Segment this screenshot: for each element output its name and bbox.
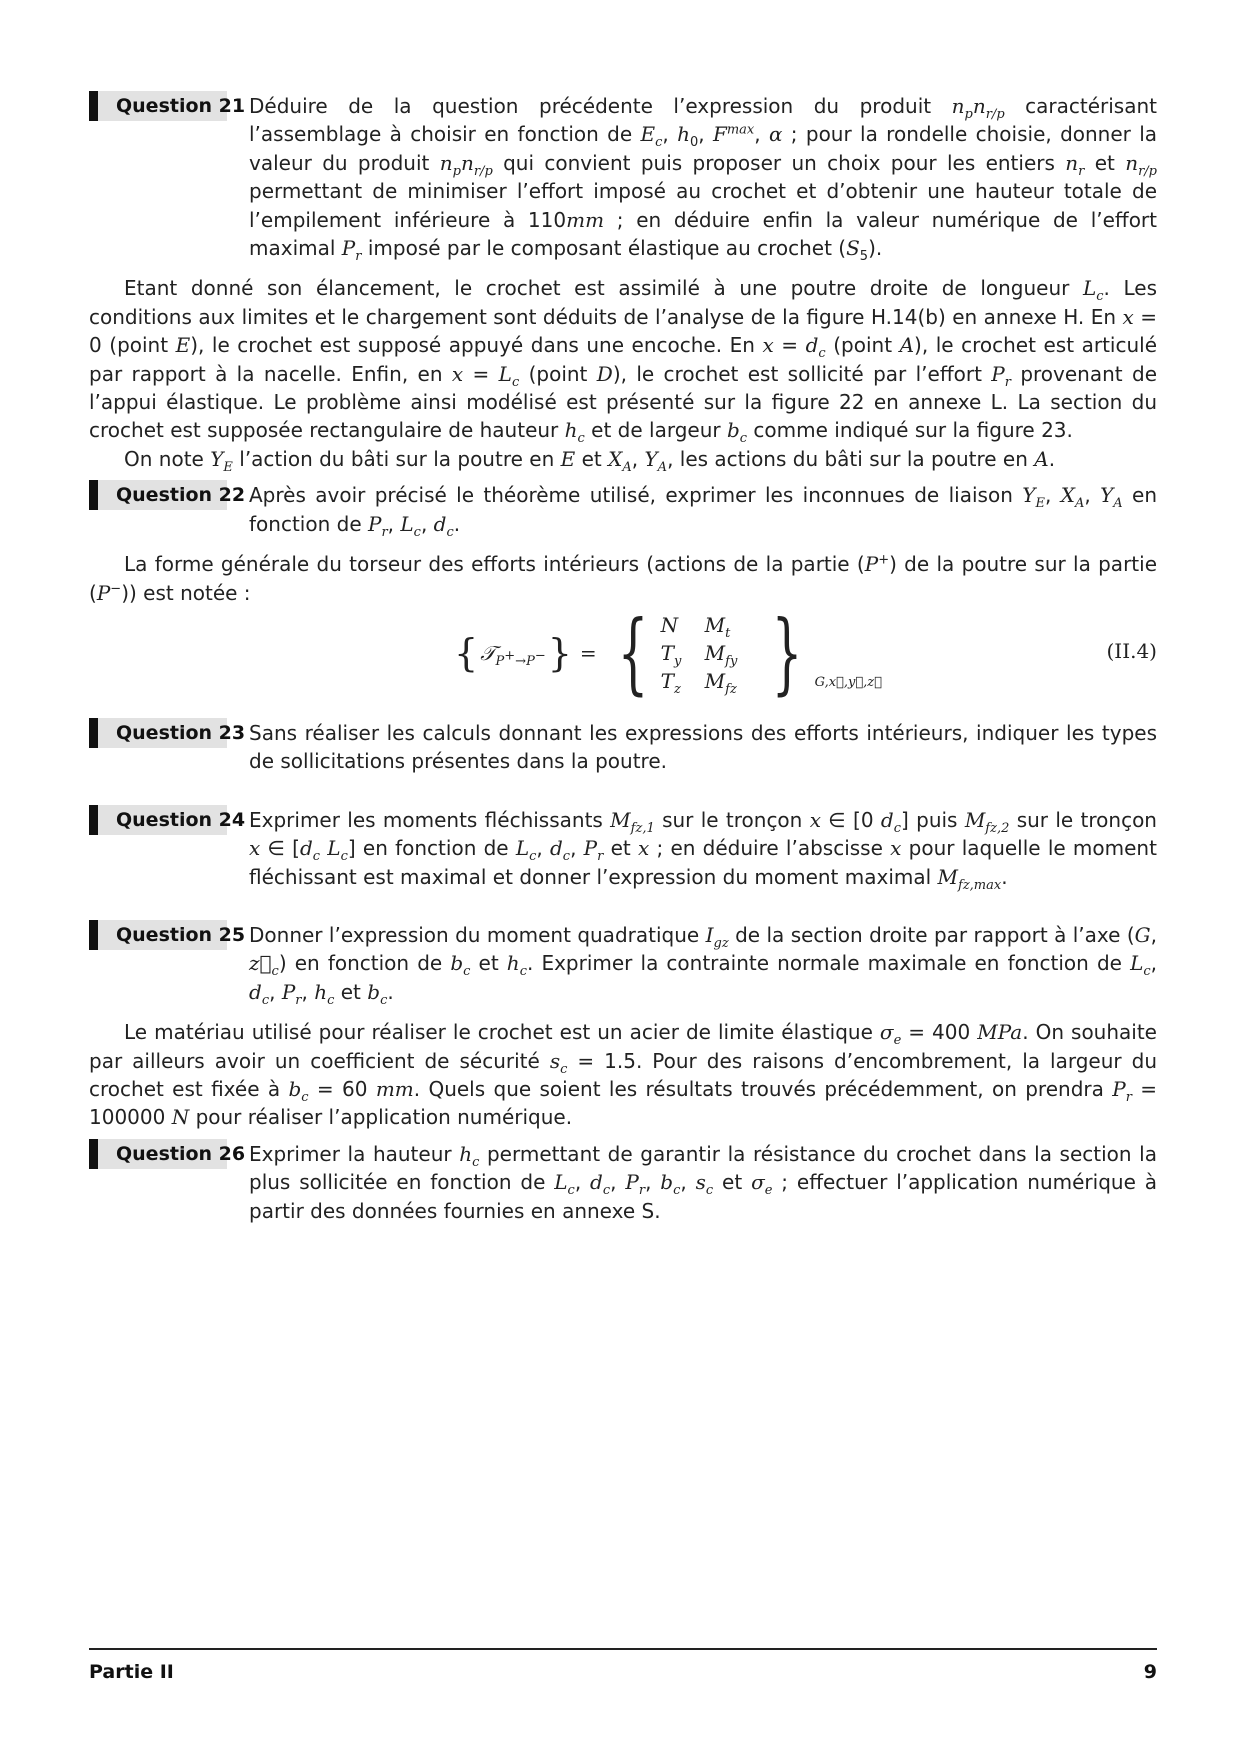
question-25-label: Question 25 — [89, 920, 227, 950]
question-26 — [89, 1140, 1157, 1225]
paragraph-crochet-model: Etant donné son élancement, le crochet est assimilé à une poutre droite de longueur $L_c$. Les conditions aux limites et le chargement sont déduits de l’analyse de la figure H.14(b) en annexe H. En x = 0 (point E), le crochet est supposé appuyé dans une encoche. En $x = d_c$ (point A), le crochet est articulé par rapport à la nacelle. Enfin, en $x = L_c$ (point D), le crochet est sollicité par l’effort $P_r$ provenant de l’appui élastique. Le problème ainsi modélisé est présenté sur la figure 22 en annexe L. La section du crochet est supposée rectangulaire de hauteur $h_c$ et de largeur $b_c$ comme indiqué sur la figure 23. — [89, 276, 1158, 447]
equation-torseur: { 𝒯$_{P^+\to P^-}$ } = { N $M_t$ $T_y$ $M_{fy}$ $T_z$ $M_{fz}$ } G,x⃗,y⃗,z⃗ (II.4) — [454, 600, 1157, 704]
question-22-label: Question 22 — [89, 480, 227, 510]
question-21-label: Question 21 — [89, 91, 227, 121]
question-24-label: Question 24 — [89, 805, 227, 835]
question-22 — [89, 481, 1157, 538]
question-26-label: Question 26 — [89, 1139, 227, 1169]
paragraph-materiau: Le matériau utilisé pour réaliser le crochet est un acier de limite élastique $\sigma_e = 400$ MPa. On souhaite par ailleurs avoir un coefficient de sécurité $s_c = 1.5$. Pour des raisons d’encombrement, la largeur du crochet est fixée à $b_c = 60$ mm. Quels que soient les résultats trouvés précédemment, on prendra $P_r = 100000$ N pour réaliser l’application numérique. — [89, 1020, 1158, 1130]
equation-number: (II.4) — [1106, 638, 1157, 663]
question-24 — [89, 806, 1157, 891]
paragraph-torseur: La forme générale du torseur des efforts intérieurs (actions de la partie (P+) de la poutre sur la partie (P−)) est notée : — [89, 552, 1157, 605]
question-24-text: Exprimer les moments fléchissants $M_{fz,1}$ sur le tronçon x ∈ [0 $d_c$] puis $M_{fz,2}$ sur le tronçon x ∈ [$d_c$ $L_c$] en fonction de $L_c$, $d_c$, $P_r$ et x ; en déduire l’abscisse x pour laquelle le moment fléchissant est maximal et donner l’expression du moment maximal $M_{fz,max}$. — [249, 807, 1157, 893]
question-23 — [89, 719, 1157, 776]
question-21-text: Déduire de la question précédente l’expression du produit $n_pn_{r/p}$ caractérisant l’assemblage à choisir en fonction de $E_c$, $h_0$, $F^{max}$, α ; pour la rondelle choisie, donner la valeur du produit $n_pn_{r/p}$ qui convient puis proposer un choix pour les entiers $n_r$ et $n_{r/p}$ permettant de minimiser l’effort imposé au crochet et d’obtenir une hauteur totale de l’empilement inférieure à 110mm ; en déduire enfin la valeur numérique de l’effort maximal $P_r$ imposé par le composant élastique au crochet $(S_5)$. — [249, 94, 1158, 265]
footer-section: Partie II — [89, 1661, 174, 1683]
question-25-text: Donner l’expression du moment quadratique $I_{gz}$ de la section droite par rapport à l’axe (G, $z⃗_c$) en fonction de $b_c$ et $h_c$. Exprimer la contrainte normale maximale en fonction de $L_c$, $d_c$, $P_r$, $h_c$ et $b_c$. — [249, 922, 1157, 1008]
document-page — [89, 92, 1157, 1229]
question-23-text: Sans réaliser les calculs donnant les expressions des efforts intérieurs, indiquer les types de sollicitations présentes dans la poutre. — [249, 720, 1157, 774]
question-21 — [89, 92, 1158, 265]
footer-page-number: 9 — [1143, 1661, 1157, 1683]
question-26-text: Exprimer la hauteur $h_c$ permettant de garantir la résistance du crochet dans la section la plus sollicitée en fonction de $L_c$, $d_c$, $P_r$, $b_c$, $s_c$ et $\sigma_e$ ; effectuer l’application numérique à partir des données fournies en annexe S. — [249, 1141, 1158, 1223]
question-23-label: Question 23 — [89, 718, 227, 748]
question-22-text: Après avoir précisé le théorème utilisé, exprimer les inconnues de liaison $Y_E$, $X_A$, $Y_A$ en fonction de $P_r$, $L_c$, $d_c$. — [249, 483, 1158, 540]
paragraph-actions: On note $Y_E$ l’action du bâti sur la poutre en E et $X_A$, $Y_A$, les actions du bâti sur la poutre en A. — [124, 446, 1056, 475]
page-footer — [89, 1648, 1157, 1683]
question-25 — [89, 921, 1157, 1006]
